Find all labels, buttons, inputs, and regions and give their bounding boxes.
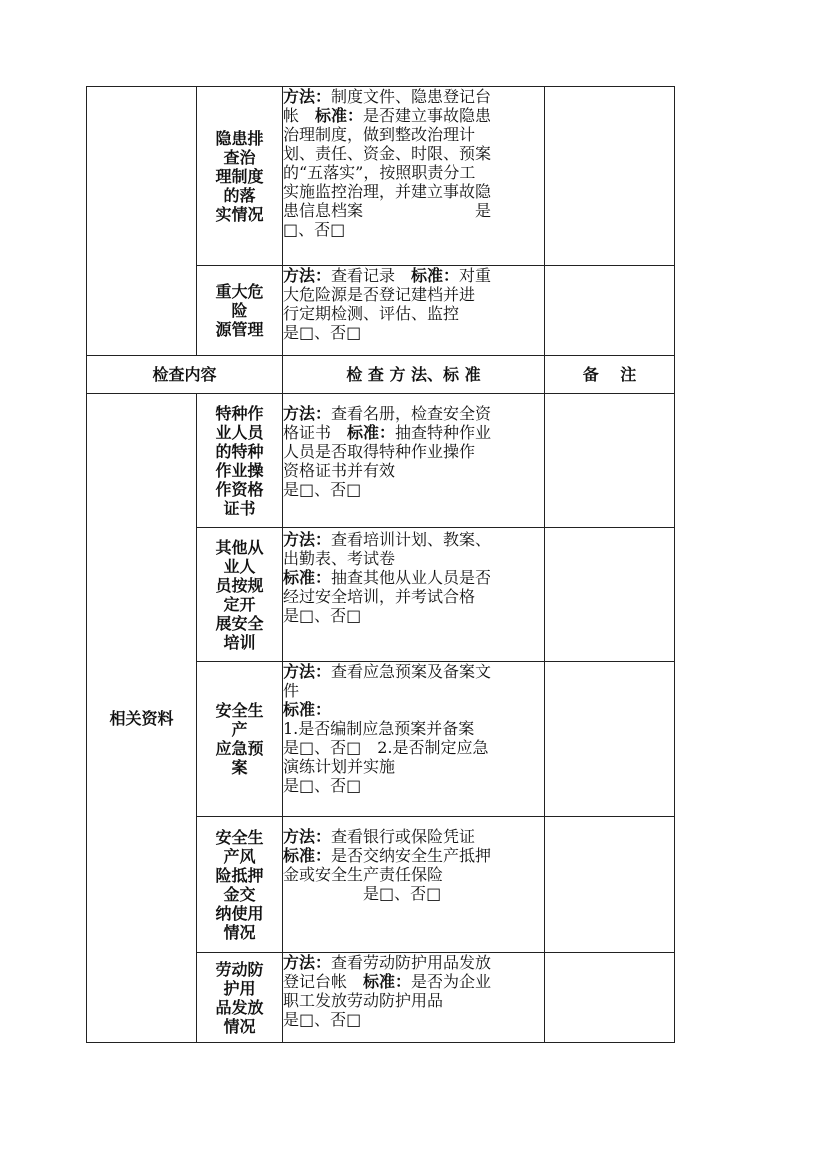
method-standard-cell — [283, 662, 545, 817]
check-item-line: 安全生 — [215, 827, 264, 847]
check-item-line: 护用 — [223, 978, 256, 998]
check-item-line: 重大危 — [215, 282, 264, 301]
check-item-line: 劳动防 — [215, 959, 264, 979]
method-text: 查看应急预案及备案文 — [331, 662, 492, 681]
method-text: 是否建立事故隐患 — [363, 106, 492, 125]
method-line — [283, 1010, 544, 1029]
check-item-line: 险 — [231, 301, 248, 320]
header-content: 检查内容 — [87, 356, 283, 394]
check-item-line: 展安全 — [215, 613, 264, 633]
method-line — [283, 884, 544, 903]
method-line — [283, 323, 544, 342]
header-method: 检 查 方 法、标 准 — [283, 356, 545, 394]
method-keyword: 标准： — [411, 266, 460, 285]
method-text: 大危险源是否登记建档并进 — [283, 285, 476, 304]
method-text: 格证书 — [283, 423, 348, 442]
method-keyword: 标准： — [347, 423, 396, 442]
check-item-line: 源管理 — [215, 320, 264, 339]
method-keyword: 标准： — [363, 972, 412, 991]
check-item-line: 业人 — [223, 556, 256, 576]
method-line — [283, 423, 544, 442]
table-row — [87, 394, 675, 528]
method-line — [283, 606, 544, 625]
method-text: 患信息档案 是 — [283, 201, 492, 220]
method-line — [283, 404, 544, 423]
method-line — [283, 106, 544, 125]
header-remark: 备 注 — [545, 356, 675, 394]
method-text: 是□、否□ — [283, 1010, 362, 1029]
method-keyword: 方法： — [283, 87, 332, 106]
method-standard-cell — [283, 817, 545, 953]
method-text: 是□、否□ — [283, 606, 362, 625]
check-item-line: 品发放 — [215, 997, 264, 1017]
method-keyword: 方法： — [283, 827, 332, 846]
method-standard-cell — [283, 953, 545, 1043]
remark-cell[interactable] — [545, 266, 675, 356]
check-item-line: 的特种 — [215, 441, 264, 461]
method-keyword: 标准： — [283, 700, 332, 719]
check-item-line: 业人员 — [215, 422, 264, 442]
table-header-row — [87, 356, 675, 394]
check-item-line: 纳使用 — [215, 903, 264, 923]
check-item-line: 应急预 — [215, 739, 264, 758]
method-line — [283, 953, 544, 972]
method-line — [283, 700, 544, 719]
method-text: 1.是否编制应急预案并备案 — [283, 719, 475, 738]
method-line — [283, 125, 544, 144]
remark-cell[interactable] — [545, 394, 675, 528]
method-line — [283, 846, 544, 865]
check-item-line: 情况 — [223, 922, 256, 942]
method-line — [283, 182, 544, 201]
method-keyword: 方法： — [283, 404, 332, 423]
method-line — [283, 972, 544, 991]
check-item-line: 隐患排 — [215, 128, 264, 148]
method-text: 职工发放劳动防护用品 — [283, 991, 444, 1010]
method-line — [283, 549, 544, 568]
method-standard-cell — [283, 528, 545, 662]
method-line — [283, 220, 544, 239]
check-item-label — [197, 953, 283, 1043]
check-item-label — [197, 662, 283, 817]
method-text: 帐 — [283, 106, 316, 125]
remark-cell[interactable] — [545, 817, 675, 953]
method-text: 出勤表、考试卷 — [283, 549, 396, 568]
method-text: 是□、否□ — [283, 884, 442, 903]
method-text: 治理制度，做到整改治理计 — [283, 125, 476, 144]
method-text: 对重 — [459, 266, 492, 285]
method-text: 人员是否取得特种作业操作 — [283, 442, 476, 461]
check-item-label — [197, 87, 283, 266]
remark-cell[interactable] — [545, 528, 675, 662]
method-line — [283, 285, 544, 304]
check-item-line: 案 — [231, 758, 248, 777]
table-row — [87, 87, 675, 266]
method-text: 金或安全生产责任保险 — [283, 865, 444, 884]
method-text: 是□、否□ — [283, 480, 362, 499]
method-line — [283, 776, 544, 795]
method-text: 划、责任、资金、时限、预案 — [283, 144, 492, 163]
check-item-label — [197, 266, 283, 356]
method-text: 件 — [283, 681, 300, 700]
method-line — [283, 662, 544, 681]
check-item-line: 情况 — [223, 1016, 256, 1036]
method-line — [283, 865, 544, 884]
check-item-line: 培训 — [223, 632, 256, 652]
method-text: 实施监控治理，并建立事故隐 — [283, 182, 492, 201]
method-keyword: 方法： — [283, 266, 332, 285]
method-line — [283, 442, 544, 461]
method-standard-cell — [283, 266, 545, 356]
check-item-line: 金交 — [223, 884, 256, 904]
method-keyword: 方法： — [283, 953, 332, 972]
check-item-line: 险抵押 — [215, 865, 264, 885]
check-item-label — [197, 528, 283, 662]
method-keyword: 方法： — [283, 662, 332, 681]
check-item-line: 作资格 — [215, 479, 264, 499]
check-item-line: 的落 — [223, 185, 256, 205]
category-cell — [87, 87, 197, 356]
check-item-line: 实情况 — [215, 204, 264, 224]
method-line — [283, 87, 544, 106]
check-item-line: 特种作 — [215, 403, 264, 423]
method-line — [283, 163, 544, 182]
method-text: 是□、否□ 2.是否制定应急 — [283, 738, 489, 757]
method-line — [283, 757, 544, 776]
method-text: 查看银行或保险凭证 — [331, 827, 476, 846]
method-keyword: 标准： — [283, 568, 332, 587]
method-line — [283, 530, 544, 549]
method-text: 是否交纳安全生产抵押 — [331, 846, 492, 865]
check-item-line: 产 — [231, 720, 248, 739]
method-line — [283, 719, 544, 738]
method-keyword: 标准： — [283, 846, 332, 865]
method-line — [283, 480, 544, 499]
method-text: 资格证书并有效 — [283, 461, 396, 480]
method-line — [283, 304, 544, 323]
method-keyword: 方法： — [283, 530, 332, 549]
check-item-line: 定开 — [223, 594, 256, 614]
check-item-line: 证书 — [223, 498, 256, 518]
check-item-line: 查治 — [223, 147, 256, 167]
method-text: 是□、否□ — [283, 776, 362, 795]
method-line — [283, 991, 544, 1010]
remark-cell[interactable] — [545, 953, 675, 1043]
method-text: 查看培训计划、教案、 — [331, 530, 492, 549]
method-text: 查看劳动防护用品发放 — [331, 953, 492, 972]
remark-cell[interactable] — [545, 87, 675, 266]
check-item-line: 作业操 — [215, 460, 264, 480]
method-text: 抽查特种作业 — [395, 423, 492, 442]
method-line — [283, 738, 544, 757]
method-text: 是否为企业 — [411, 972, 492, 991]
method-line — [283, 461, 544, 480]
method-keyword: 标准： — [315, 106, 364, 125]
remark-cell[interactable] — [545, 662, 675, 817]
method-text: 制度文件、隐患登记台 — [331, 87, 492, 106]
method-line — [283, 587, 544, 606]
check-item-label — [197, 817, 283, 953]
inspection-table — [86, 86, 675, 1043]
method-standard-cell — [283, 394, 545, 528]
method-line — [283, 144, 544, 163]
check-item-line: 其他从 — [215, 537, 264, 557]
check-item-line: 安全生 — [215, 701, 264, 720]
method-text: 行定期检测、评估、监控 — [283, 304, 460, 323]
check-item-line: 产风 — [223, 846, 256, 866]
method-text: 的“五落实”，按照职责分工 — [283, 163, 476, 182]
method-text: 查看名册，检查安全资 — [331, 404, 492, 423]
method-text: 经过安全培训，并考试合格 — [283, 587, 476, 606]
method-line — [283, 568, 544, 587]
method-text: □、否□ — [283, 220, 346, 239]
check-item-line: 员按规 — [215, 575, 264, 595]
method-text: 是□、否□ — [283, 323, 362, 342]
method-text: 查看记录 — [331, 266, 412, 285]
method-standard-cell — [283, 87, 545, 266]
check-item-label — [197, 394, 283, 528]
method-line — [283, 266, 544, 285]
method-text: 登记台帐 — [283, 972, 364, 991]
method-line — [283, 681, 544, 700]
method-line — [283, 201, 544, 220]
method-text: 演练计划并实施 — [283, 757, 396, 776]
method-text: 抽查其他从业人员是否 — [331, 568, 492, 587]
group-label: 相关资料 — [87, 394, 197, 1043]
check-item-line: 理制度 — [215, 166, 264, 186]
method-line — [283, 827, 544, 846]
